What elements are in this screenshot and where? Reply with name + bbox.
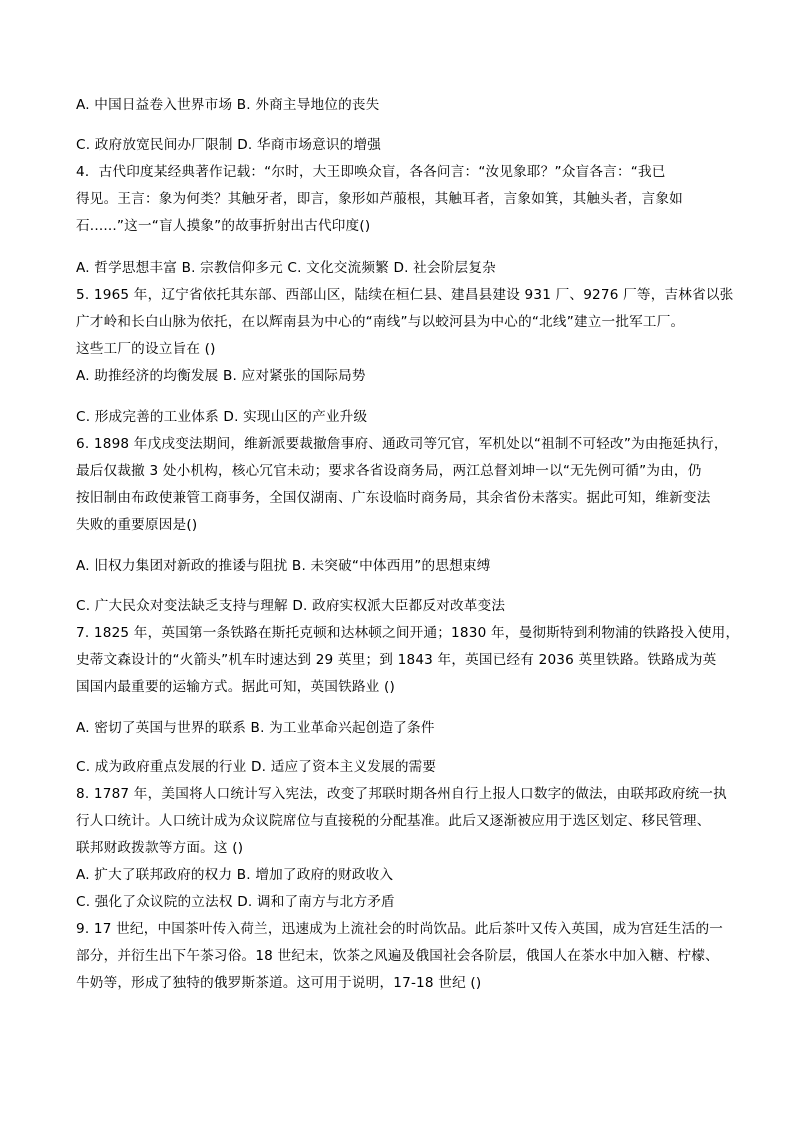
- q4-stem-line-3: 石......”这一“盲人摸象”的故事折射出古代印度(): [76, 218, 371, 234]
- q5-stem-line-2: 广才岭和长白山脉为依托，在以辉南县为中心的“南线”与以蛟河县为中心的“北线”建立一批军工厂。: [76, 314, 685, 330]
- q7-options-ab: A. 密切了英国与世界的联系 B. 为工业革命兴起创造了条件: [76, 720, 435, 736]
- q6-stem-line-1: 6. 1898 年戊戌变法期间，维新派要裁撤詹事府、通政司等冗官，军机处以“祖制不可轻改”为由拖延执行，: [76, 436, 728, 452]
- q4-stem-line-1: 4．古代印度某经典著作记载：“尔时，大王即唤众盲，各各问言：“汝见象耶？”众盲各言：“我已: [76, 164, 666, 180]
- q6-options-ab: A. 旧权力集团对新政的推诿与阻扰 B. 未突破“中体西用”的思想束缚: [76, 558, 491, 574]
- q9-stem-line-1: 9. 17 世纪，中国茶叶传入荷兰，迅速成为上流社会的时尚饮品。此后茶叶又传入英国，成为宫廷生活的一: [76, 921, 724, 937]
- q8-options-cd: C. 强化了众议院的立法权 D. 调和了南方与北方矛盾: [76, 894, 395, 910]
- q7-stem-line-3: 国国内最重要的运输方式。据此可知，英国铁路业 (): [76, 679, 395, 695]
- q7-stem-line-2: 史蒂文森设计的“火箭头”机车时速达到 29 英里；到 1843 年，英国已经有 2036 英里铁路。铁路成为英: [76, 652, 717, 668]
- q9-stem-line-3: 牛奶等，形成了独特的俄罗斯茶道。这可用于说明，17-18 世纪 (): [76, 975, 482, 991]
- q7-stem-line-1: 7. 1825 年，英国第一条铁路在斯托克顿和达林顿之间开通；1830 年，曼彻斯特到利物浦的铁路投入使用，: [76, 625, 740, 641]
- q9-stem-line-2: 部分，并衍生出下午茶习俗。18 世纪末，饮茶之风遍及俄国社会各阶层，俄国人在茶水中加入糖、柠檬、: [76, 948, 719, 964]
- q8-stem-line-2: 行人口统计。人口统计成为众议院席位与直接税的分配基准。此后又逐渐被应用于选区划定、移民管理、: [76, 813, 711, 829]
- q6-stem-line-4: 失败的重要原因是(): [76, 517, 198, 533]
- q5-options-ab: A. 助推经济的均衡发展 B. 应对紧张的国际局势: [76, 368, 366, 384]
- q8-stem-line-1: 8. 1787 年，美国将人口统计写入宪法，改变了邦联时期各州自行上报人口数字的做法，由联邦政府统一执: [76, 786, 727, 802]
- q4-stem-line-2: 得见。王言：象为何类？其触牙者，即言，象形如芦菔根，其触耳者，言象如箕，其触头者，言象如: [76, 191, 683, 207]
- q7-options-cd: C. 成为政府重点发展的行业 D. 适应了资本主义发展的需要: [76, 759, 437, 775]
- q6-stem-line-2: 最后仅裁撤 3 处小机构，核心冗官未动；要求各省设商务局，两江总督刘坤一以“无先例可循”为由，仍: [76, 463, 702, 479]
- q5-stem-line-1: 5. 1965 年，辽宁省依托其东部、西部山区，陆续在桓仁县、建昌县建设 931 厂、9276 厂等，吉林省以张: [76, 287, 734, 303]
- q8-stem-line-3: 联邦财政拨款等方面。这 (): [76, 840, 244, 856]
- q5-options-cd: C. 形成完善的工业体系 D. 实现山区的产业升级: [76, 409, 368, 425]
- q3-options-cd: C. 政府放宽民间办厂限制 D. 华商市场意识的增强: [76, 137, 382, 153]
- q5-stem-line-3: 这些工厂的设立旨在 (): [76, 341, 216, 357]
- q6-stem-line-3: 按旧制由布政使兼管工商事务，全国仅湖南、广东设临时商务局，其余省份未落实。据此可知，维新变法: [76, 490, 711, 506]
- q3-options-ab: A. 中国日益卷入世界市场 B. 外商主导地位的丧失: [76, 97, 380, 113]
- q8-options-ab: A. 扩大了联邦政府的权力 B. 增加了政府的财政收入: [76, 867, 394, 883]
- q6-options-cd: C. 广大民众对变法缺乏支持与理解 D. 政府实权派大臣都反对改革变法: [76, 598, 506, 614]
- q4-options: A. 哲学思想丰富 B. 宗教信仰多元 C. 文化交流频繁 D. 社会阶层复杂: [76, 260, 496, 276]
